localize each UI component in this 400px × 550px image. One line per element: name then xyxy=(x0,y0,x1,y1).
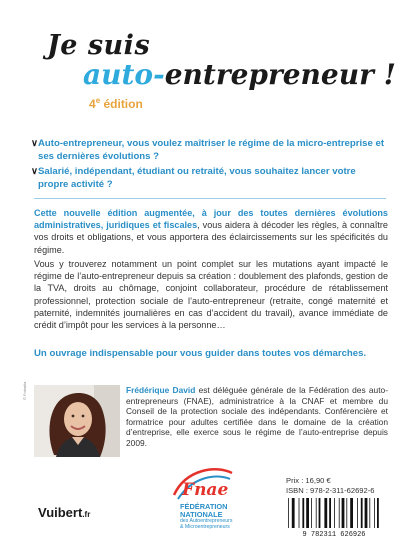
barcode-bar xyxy=(374,498,375,528)
fnae-federation xyxy=(180,503,228,519)
title-accent: auto- xyxy=(83,58,165,91)
barcode-bar xyxy=(357,498,358,528)
publisher-name: Vuibert xyxy=(38,505,83,520)
publisher-suffix: .fr xyxy=(82,510,91,519)
fnae-sub-1: des Autoentrepreneurs xyxy=(180,518,233,524)
fnae-sub-2: & Microentrepreneurs xyxy=(180,524,230,530)
barcode-digits: 9 782311 626926 xyxy=(302,531,366,537)
barcode-bars xyxy=(288,498,379,528)
barcode-bar xyxy=(329,498,331,528)
question-2 xyxy=(31,166,388,191)
fnae-logo xyxy=(172,465,234,503)
edition-sup: e xyxy=(95,96,101,105)
barcode-bar xyxy=(339,498,340,528)
barcode-bar xyxy=(361,498,363,528)
isbn-label: ISBN : 978-2-311-62692-6 xyxy=(286,486,375,495)
title-rest: entrepreneur ! xyxy=(164,58,396,91)
checkmark-icon: ∨ xyxy=(31,166,39,177)
title-line-2 xyxy=(83,58,396,91)
barcode-bar xyxy=(299,498,300,528)
barcode-bar xyxy=(369,498,370,528)
barcode-bar xyxy=(306,498,309,528)
fnae-federation-line: FÉDÉRATION xyxy=(180,502,228,511)
price-label: Prix : 16,90 € xyxy=(286,476,331,485)
question-1 xyxy=(31,138,388,163)
body-paragraph: Vous y trouverez notamment un point complet sur les mutations ayant impacté le régime de l’auto-entrepreneur depuis sa création : doublement des plafonds, gestion de la TVA, droits au chômage, conjoint collaborateur, procédure de rétablissement professionnel, protection sociale de l’auto-entrepreneur (retraite, congé maternité et paternité, indemnités journalières en cas d’accident du travail), avance immédiate de crédit d’impôt pour les services à la personne… xyxy=(34,259,388,331)
barcode-bar xyxy=(311,498,312,528)
publisher-logo xyxy=(38,505,90,520)
barcode-bar xyxy=(346,498,347,528)
title-line-1: Je suis xyxy=(47,30,151,61)
barcode-bar xyxy=(334,498,335,528)
edition-number: 4 xyxy=(89,97,96,111)
barcode-bar xyxy=(342,498,345,528)
intro-rest: , vous aidera à décoder les règles, à connaître vos droits et obligations, et vous apportera des éclaircissements sur les spécificités du régime. xyxy=(34,220,388,255)
fnae-subtitle xyxy=(180,518,233,530)
barcode-bar xyxy=(365,498,368,528)
intro-paragraph xyxy=(34,207,388,256)
fnae-nationale-line: NATIONALE xyxy=(180,510,223,519)
author-bio-text: est déléguée générale de la Fédération des auto-entrepreneurs (FNAE), administratrice à la CNAF et membre du Conseil de la protection sociale des indépendants. Conférencière et formatrice pour adultes certifiée dans le domaine de la création d’entreprise, elle exerce sous le régime de l’auto-entreprise depuis 2009. xyxy=(126,385,388,448)
author-bio xyxy=(126,385,388,449)
edition-word: édition xyxy=(100,97,143,111)
edition-label xyxy=(89,96,143,111)
highlight-statement: Un ouvrage indispensable pour vous guider dans toutes vos démarches. xyxy=(34,348,367,359)
question-1-text: Auto-entrepreneur, vous voulez maîtriser le régime de la micro-entreprise et ses dernières évolutions ? xyxy=(38,138,385,162)
barcode-bar xyxy=(377,498,379,528)
barcode-bar xyxy=(292,498,295,528)
divider xyxy=(34,198,386,199)
intro-bold: Cette nouvelle édition augmentée, à jour des toutes dernières évolutions administratives, juridiques et fiscales xyxy=(34,208,388,231)
barcode-bar xyxy=(350,498,353,528)
barcode-bar xyxy=(288,498,289,528)
barcode-bar xyxy=(302,498,304,528)
fnae-logo-text: Fnae xyxy=(182,480,229,500)
barcode-bar xyxy=(324,498,327,528)
barcode-bar xyxy=(319,498,321,528)
question-2-text: Salarié, indépendant, étudiant ou retraité, vous souhaitez lancer votre propre activité ? xyxy=(38,166,356,190)
barcode-bar xyxy=(316,498,317,528)
barcode xyxy=(284,497,384,537)
author-photo xyxy=(34,385,120,457)
photo-credit: © Fotoalia xyxy=(22,381,27,400)
checkmark-icon: ∨ xyxy=(31,138,39,149)
author-name: Frédérique David xyxy=(126,385,196,395)
